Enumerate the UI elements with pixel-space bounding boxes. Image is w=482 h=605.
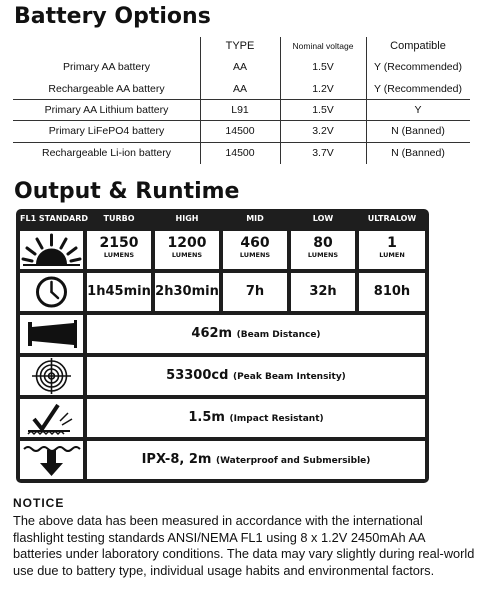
battery-options-title: Battery Options — [14, 4, 211, 29]
battery-type: AA — [232, 83, 247, 95]
table-row — [13, 79, 470, 100]
beam-distance-icon — [20, 315, 83, 353]
battery-voltage: 1.2V — [312, 83, 334, 95]
notice-body: The above data has been measured in accordance with the international flashlight testing standards ANSI/NEMA FL1 using 8 x 1.2V 2450mAh AA batteries under laboratory conditions. The data may vary slightly during real-world use due to battery type, individual usage habits and environmental factors. — [13, 513, 475, 578]
runtime-high: 2h30min — [155, 273, 219, 311]
battery-voltage: 3.2V — [312, 125, 334, 137]
waterproof-note: (Waterproof and Submersible) — [215, 456, 371, 466]
table-row — [13, 100, 470, 121]
battery-compatible: Y — [414, 104, 422, 116]
impact-note: (Impact Resistant) — [229, 414, 324, 424]
battery-name: Primary AA battery — [63, 61, 150, 73]
header-turbo: TURBO — [103, 214, 135, 223]
battery-compatible: N (Banned) — [391, 125, 445, 137]
runtime-turbo: 1h45min — [87, 273, 151, 311]
table-row — [13, 57, 470, 78]
header-compatible: Compatible — [390, 40, 446, 52]
beam-distance-cell — [87, 315, 425, 353]
waterproof-cell — [87, 441, 425, 479]
sun-icon — [20, 231, 83, 269]
runtime-mid: 7h — [223, 273, 287, 311]
notice-title: NOTICE — [13, 496, 65, 510]
battery-name: Rechargeable Li-ion battery — [42, 147, 171, 159]
header-voltage: Nominal voltage — [292, 41, 354, 51]
impact-value: 1.5m — [188, 410, 225, 425]
runtime-panel — [16, 209, 429, 483]
battery-compatible: Y (Recommended) — [374, 61, 462, 73]
battery-voltage: 1.5V — [312, 104, 334, 116]
runtime-ultralow: 810h — [359, 273, 425, 311]
battery-type: AA — [232, 61, 247, 73]
battery-table-header — [13, 37, 470, 57]
intensity-cell — [87, 357, 425, 395]
battery-voltage: 3.7V — [312, 147, 334, 159]
runtime-header — [20, 213, 425, 228]
header-type: TYPE — [225, 40, 255, 52]
lumens-ultralow: 1 LUMEN — [359, 231, 425, 269]
header-mid: MID — [246, 214, 264, 223]
impact-cell — [87, 399, 425, 437]
impact-icon — [20, 399, 83, 437]
battery-type: L91 — [231, 104, 249, 116]
table-row — [13, 143, 470, 164]
battery-name: Primary AA Lithium battery — [44, 104, 169, 116]
header-fl1-standard: FL1 STANDARD — [20, 214, 89, 223]
table-row — [13, 121, 470, 142]
waterproof-value: IPX-8, 2m — [141, 452, 212, 467]
battery-name: Rechargeable AA battery — [48, 83, 165, 95]
battery-name: Primary LiFePO4 battery — [48, 125, 165, 137]
lumens-high: 1200 LUMENS — [155, 231, 219, 269]
header-high: HIGH — [175, 214, 199, 223]
lumens-low: 80 LUMENS — [291, 231, 355, 269]
intensity-value: 53300cd — [166, 368, 229, 383]
battery-type: 14500 — [225, 125, 255, 137]
battery-compatible: Y (Recommended) — [374, 83, 462, 95]
battery-compatible: N (Banned) — [391, 147, 445, 159]
beam-distance-value: 462m — [191, 326, 233, 341]
intensity-note: (Peak Beam Intensity) — [232, 372, 346, 382]
runtime-low: 32h — [291, 273, 355, 311]
lumens-mid: 460 LUMENS — [223, 231, 287, 269]
target-icon — [20, 357, 83, 395]
header-ultralow: ULTRALOW — [367, 214, 417, 223]
clock-icon — [20, 273, 83, 311]
output-runtime-title: Output & Runtime — [14, 179, 240, 204]
beam-distance-note: (Beam Distance) — [236, 330, 321, 340]
lumens-turbo: 2150 LUMENS — [87, 231, 151, 269]
battery-voltage: 1.5V — [312, 61, 334, 73]
waterproof-icon — [20, 441, 83, 479]
header-low: LOW — [312, 214, 334, 223]
battery-type: 14500 — [225, 147, 255, 159]
